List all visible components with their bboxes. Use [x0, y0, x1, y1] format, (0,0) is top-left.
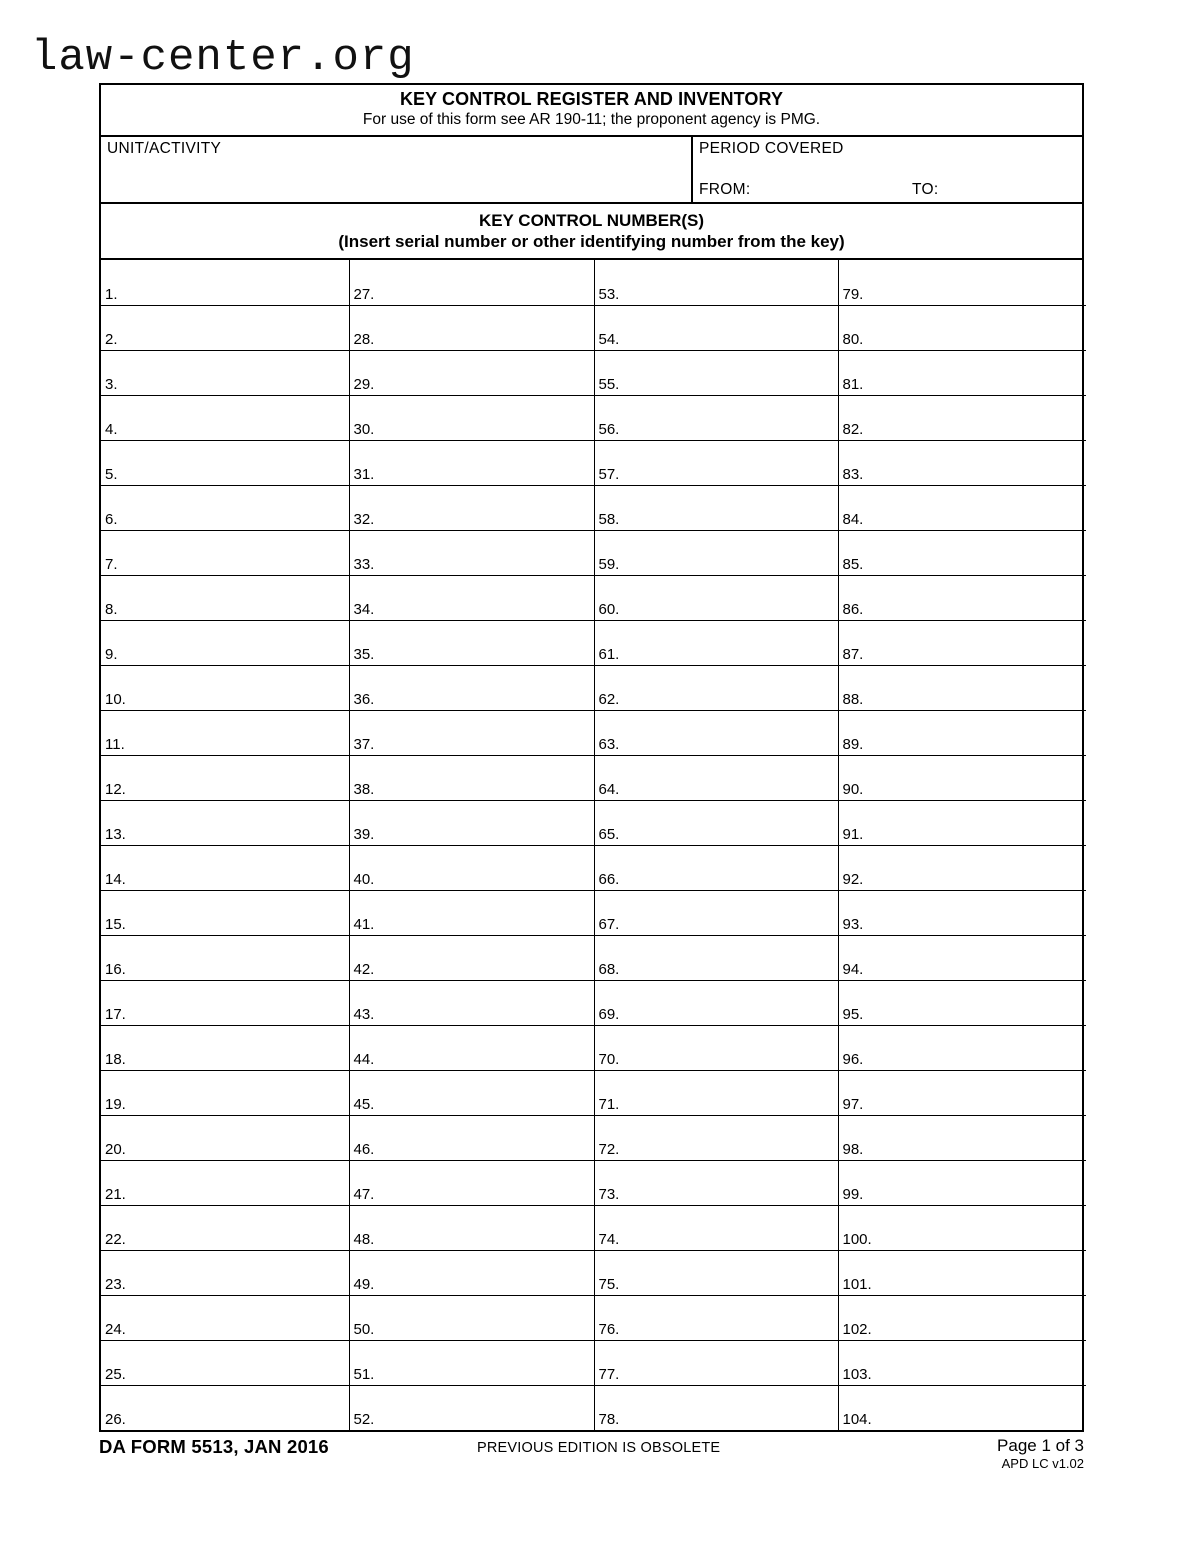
key-entry-cell[interactable]: 73.	[594, 1160, 838, 1205]
key-entry-cell[interactable]: 63.	[594, 710, 838, 755]
key-entry-cell[interactable]: 67.	[594, 890, 838, 935]
key-entry-cell[interactable]: 53.	[594, 260, 838, 305]
form-footer	[99, 1434, 1084, 1486]
key-entry-cell[interactable]: 52.	[349, 1385, 594, 1430]
key-entry-cell[interactable]: 49.	[349, 1250, 594, 1295]
key-entry-cell[interactable]: 89.	[838, 710, 1086, 755]
key-entry-cell[interactable]: 90.	[838, 755, 1086, 800]
key-entry-cell[interactable]: 45.	[349, 1070, 594, 1115]
key-entry-cell[interactable]: 59.	[594, 530, 838, 575]
key-entry-cell[interactable]: 68.	[594, 935, 838, 980]
key-entry-cell[interactable]: 83.	[838, 440, 1086, 485]
key-entry-cell[interactable]: 38.	[349, 755, 594, 800]
key-entry-cell[interactable]: 77.	[594, 1340, 838, 1385]
table-row	[101, 620, 1086, 665]
key-entry-cell[interactable]: 47.	[349, 1160, 594, 1205]
period-covered-label: PERIOD COVERED	[699, 140, 844, 157]
key-entry-cell[interactable]: 96.	[838, 1025, 1086, 1070]
unit-activity-field[interactable]	[101, 137, 693, 202]
table-row	[101, 1385, 1086, 1430]
key-entry-cell[interactable]: 64.	[594, 755, 838, 800]
key-control-number-heading-line1: KEY CONTROL NUMBER(S)	[478, 210, 705, 230]
key-entry-cell[interactable]: 32.	[349, 485, 594, 530]
period-from-to-row	[699, 181, 1088, 199]
key-entry-cell[interactable]: 24.	[101, 1295, 349, 1340]
key-entry-cell[interactable]: 60.	[594, 575, 838, 620]
key-entry-cell[interactable]: 78.	[594, 1385, 838, 1430]
form-title: KEY CONTROL REGISTER AND INVENTORY	[399, 89, 784, 109]
key-entry-cell[interactable]: 91.	[838, 800, 1086, 845]
key-entry-cell[interactable]: 33.	[349, 530, 594, 575]
key-entry-cell[interactable]: 56.	[594, 395, 838, 440]
table-row	[101, 1025, 1086, 1070]
key-entry-cell[interactable]: 34.	[349, 575, 594, 620]
table-row	[101, 485, 1086, 530]
table-row	[101, 530, 1086, 575]
form-identifier: DA FORM 5513, JAN 2016	[99, 1436, 329, 1457]
key-entry-cell[interactable]: 95.	[838, 980, 1086, 1025]
table-row	[101, 1205, 1086, 1250]
key-entry-cell[interactable]: 18.	[101, 1025, 349, 1070]
key-entry-cell[interactable]: 97.	[838, 1070, 1086, 1115]
key-entry-cell[interactable]: 55.	[594, 350, 838, 395]
key-entry-cell[interactable]: 87.	[838, 620, 1086, 665]
table-row	[101, 575, 1086, 620]
key-entry-cell[interactable]: 74.	[594, 1205, 838, 1250]
key-entry-cell[interactable]: 102.	[838, 1295, 1086, 1340]
key-entry-cell[interactable]: 101.	[838, 1250, 1086, 1295]
key-entry-cell[interactable]: 43.	[349, 980, 594, 1025]
table-row	[101, 395, 1086, 440]
key-entry-cell[interactable]: 79.	[838, 260, 1086, 305]
key-entry-cell[interactable]: 37.	[349, 710, 594, 755]
key-entry-cell[interactable]: 23.	[101, 1250, 349, 1295]
key-entry-cell[interactable]: 21.	[101, 1160, 349, 1205]
key-entry-cell[interactable]: 58.	[594, 485, 838, 530]
key-entry-cell[interactable]: 99.	[838, 1160, 1086, 1205]
key-entry-cell[interactable]: 75.	[594, 1250, 838, 1295]
key-entry-cell[interactable]: 25.	[101, 1340, 349, 1385]
key-entry-cell[interactable]: 27.	[349, 260, 594, 305]
key-entry-cell[interactable]: 2.	[101, 305, 349, 350]
key-entry-cell[interactable]: 61.	[594, 620, 838, 665]
key-entry-cell[interactable]: 3.	[101, 350, 349, 395]
key-entry-cell[interactable]: 42.	[349, 935, 594, 980]
key-entry-cell[interactable]: 50.	[349, 1295, 594, 1340]
key-entry-cell[interactable]: 5.	[101, 440, 349, 485]
key-entry-cell[interactable]: 15.	[101, 890, 349, 935]
key-entry-cell[interactable]: 65.	[594, 800, 838, 845]
key-entry-cell[interactable]: 104.	[842, 1411, 872, 1428]
key-entry-cell[interactable]: 17.	[101, 980, 349, 1025]
key-entry-cell[interactable]: 16.	[101, 935, 349, 980]
key-entry-cell[interactable]: 29.	[349, 350, 594, 395]
key-entry-cell[interactable]: 10.	[101, 665, 349, 710]
table-row	[101, 1340, 1086, 1385]
key-control-number-grid-body	[101, 260, 1086, 1430]
key-entry-cell[interactable]: 54.	[594, 305, 838, 350]
key-entry-cell[interactable]: 39.	[349, 800, 594, 845]
apd-version: APD LC v1.02	[1001, 1456, 1084, 1471]
key-entry-cell[interactable]: 30.	[349, 395, 594, 440]
key-entry-cell[interactable]: 98.	[838, 1115, 1086, 1160]
footer-right-block	[997, 1436, 1084, 1472]
key-entry-cell[interactable]: 62.	[594, 665, 838, 710]
key-entry-cell[interactable]: 86.	[838, 575, 1086, 620]
key-entry-cell[interactable]: 93.	[838, 890, 1086, 935]
key-entry-cell[interactable]: 88.	[838, 665, 1086, 710]
key-entry-cell[interactable]: 20.	[101, 1115, 349, 1160]
table-row	[101, 1070, 1086, 1115]
unit-activity-label: UNIT/ACTIVITY	[107, 140, 222, 157]
key-entry-cell[interactable]: 103.	[838, 1340, 1086, 1385]
key-entry-cell[interactable]: 41.	[349, 890, 594, 935]
key-entry-cell[interactable]: 72.	[594, 1115, 838, 1160]
key-entry-cell[interactable]: 1.	[101, 260, 349, 305]
key-entry-cell[interactable]: 36.	[349, 665, 594, 710]
key-entry-cell[interactable]: 100.	[838, 1205, 1086, 1250]
da-form-5513	[99, 83, 1084, 1432]
previous-edition-note: PREVIOUS EDITION IS OBSOLETE	[477, 1440, 721, 1456]
table-row	[101, 260, 1086, 305]
key-entry-cell[interactable]: 46.	[349, 1115, 594, 1160]
key-entry-cell[interactable]: 35.	[349, 620, 594, 665]
page-number: Page 1 of 3	[997, 1436, 1084, 1455]
table-row	[101, 1250, 1086, 1295]
form-title-block	[101, 85, 1082, 137]
key-control-number-heading-line2: (Insert serial number or other identifying number from the key)	[338, 231, 845, 251]
key-entry-cell[interactable]: 81.	[838, 350, 1086, 395]
key-entry-cell[interactable]: 85.	[838, 530, 1086, 575]
key-entry-cell[interactable]: 84.	[838, 485, 1086, 530]
key-entry-cell[interactable]: 40.	[349, 845, 594, 890]
table-row	[101, 755, 1086, 800]
period-covered-field[interactable]	[693, 137, 1082, 202]
unit-period-row	[101, 137, 1082, 204]
key-entry-cell[interactable]: 76.	[594, 1295, 838, 1340]
table-row	[101, 710, 1086, 755]
table-row	[101, 350, 1086, 395]
key-entry-cell[interactable]: 12.	[101, 755, 349, 800]
table-row	[101, 935, 1086, 980]
table-row	[101, 1115, 1086, 1160]
table-row	[101, 1295, 1086, 1340]
key-entry-cell[interactable]: 9.	[101, 620, 349, 665]
key-control-number-heading	[101, 204, 1082, 260]
key-entry-cell[interactable]: 26.	[101, 1385, 349, 1430]
table-row	[101, 845, 1086, 890]
table-row	[101, 980, 1086, 1025]
key-entry-cell[interactable]: 19.	[101, 1070, 349, 1115]
key-entry-cell[interactable]: 71.	[594, 1070, 838, 1115]
key-entry-cell[interactable]: 48.	[349, 1205, 594, 1250]
key-entry-cell[interactable]: 69.	[594, 980, 838, 1025]
table-row	[101, 1160, 1086, 1205]
table-row	[101, 890, 1086, 935]
key-entry-cell[interactable]: 22.	[101, 1205, 349, 1250]
key-entry-cell[interactable]: 80.	[838, 305, 1086, 350]
key-entry-cell[interactable]: 94.	[838, 935, 1086, 980]
site-watermark: law-center.org	[31, 33, 415, 83]
period-to-label: TO:	[912, 181, 939, 198]
key-control-number-grid	[101, 260, 1086, 1430]
key-entry-cell[interactable]: 28.	[349, 305, 594, 350]
table-row	[101, 800, 1086, 845]
key-entry-cell[interactable]: 11.	[101, 710, 349, 755]
period-from-label: FROM:	[699, 181, 751, 198]
table-row	[101, 440, 1086, 485]
key-entry-cell[interactable]: 44.	[349, 1025, 594, 1070]
key-entry-cell[interactable]: 6.	[101, 485, 349, 530]
form-subtitle: For use of this form see AR 190-11; the proponent agency is PMG.	[362, 111, 821, 128]
key-entry-cell[interactable]: 14.	[101, 845, 349, 890]
key-entry-cell[interactable]: 51.	[349, 1340, 594, 1385]
key-entry-cell[interactable]: 7.	[101, 530, 349, 575]
key-entry-cell[interactable]: 4.	[101, 395, 349, 440]
key-entry-cell[interactable]: 82.	[838, 395, 1086, 440]
table-row	[101, 305, 1086, 350]
key-entry-cell[interactable]: 92.	[838, 845, 1086, 890]
key-entry-cell[interactable]: 66.	[594, 845, 838, 890]
table-row	[101, 665, 1086, 710]
key-entry-cell[interactable]: 57.	[594, 440, 838, 485]
key-entry-cell[interactable]: 31.	[349, 440, 594, 485]
key-entry-cell[interactable]: 13.	[101, 800, 349, 845]
key-entry-cell[interactable]: 8.	[101, 575, 349, 620]
key-entry-cell[interactable]: 70.	[594, 1025, 838, 1070]
